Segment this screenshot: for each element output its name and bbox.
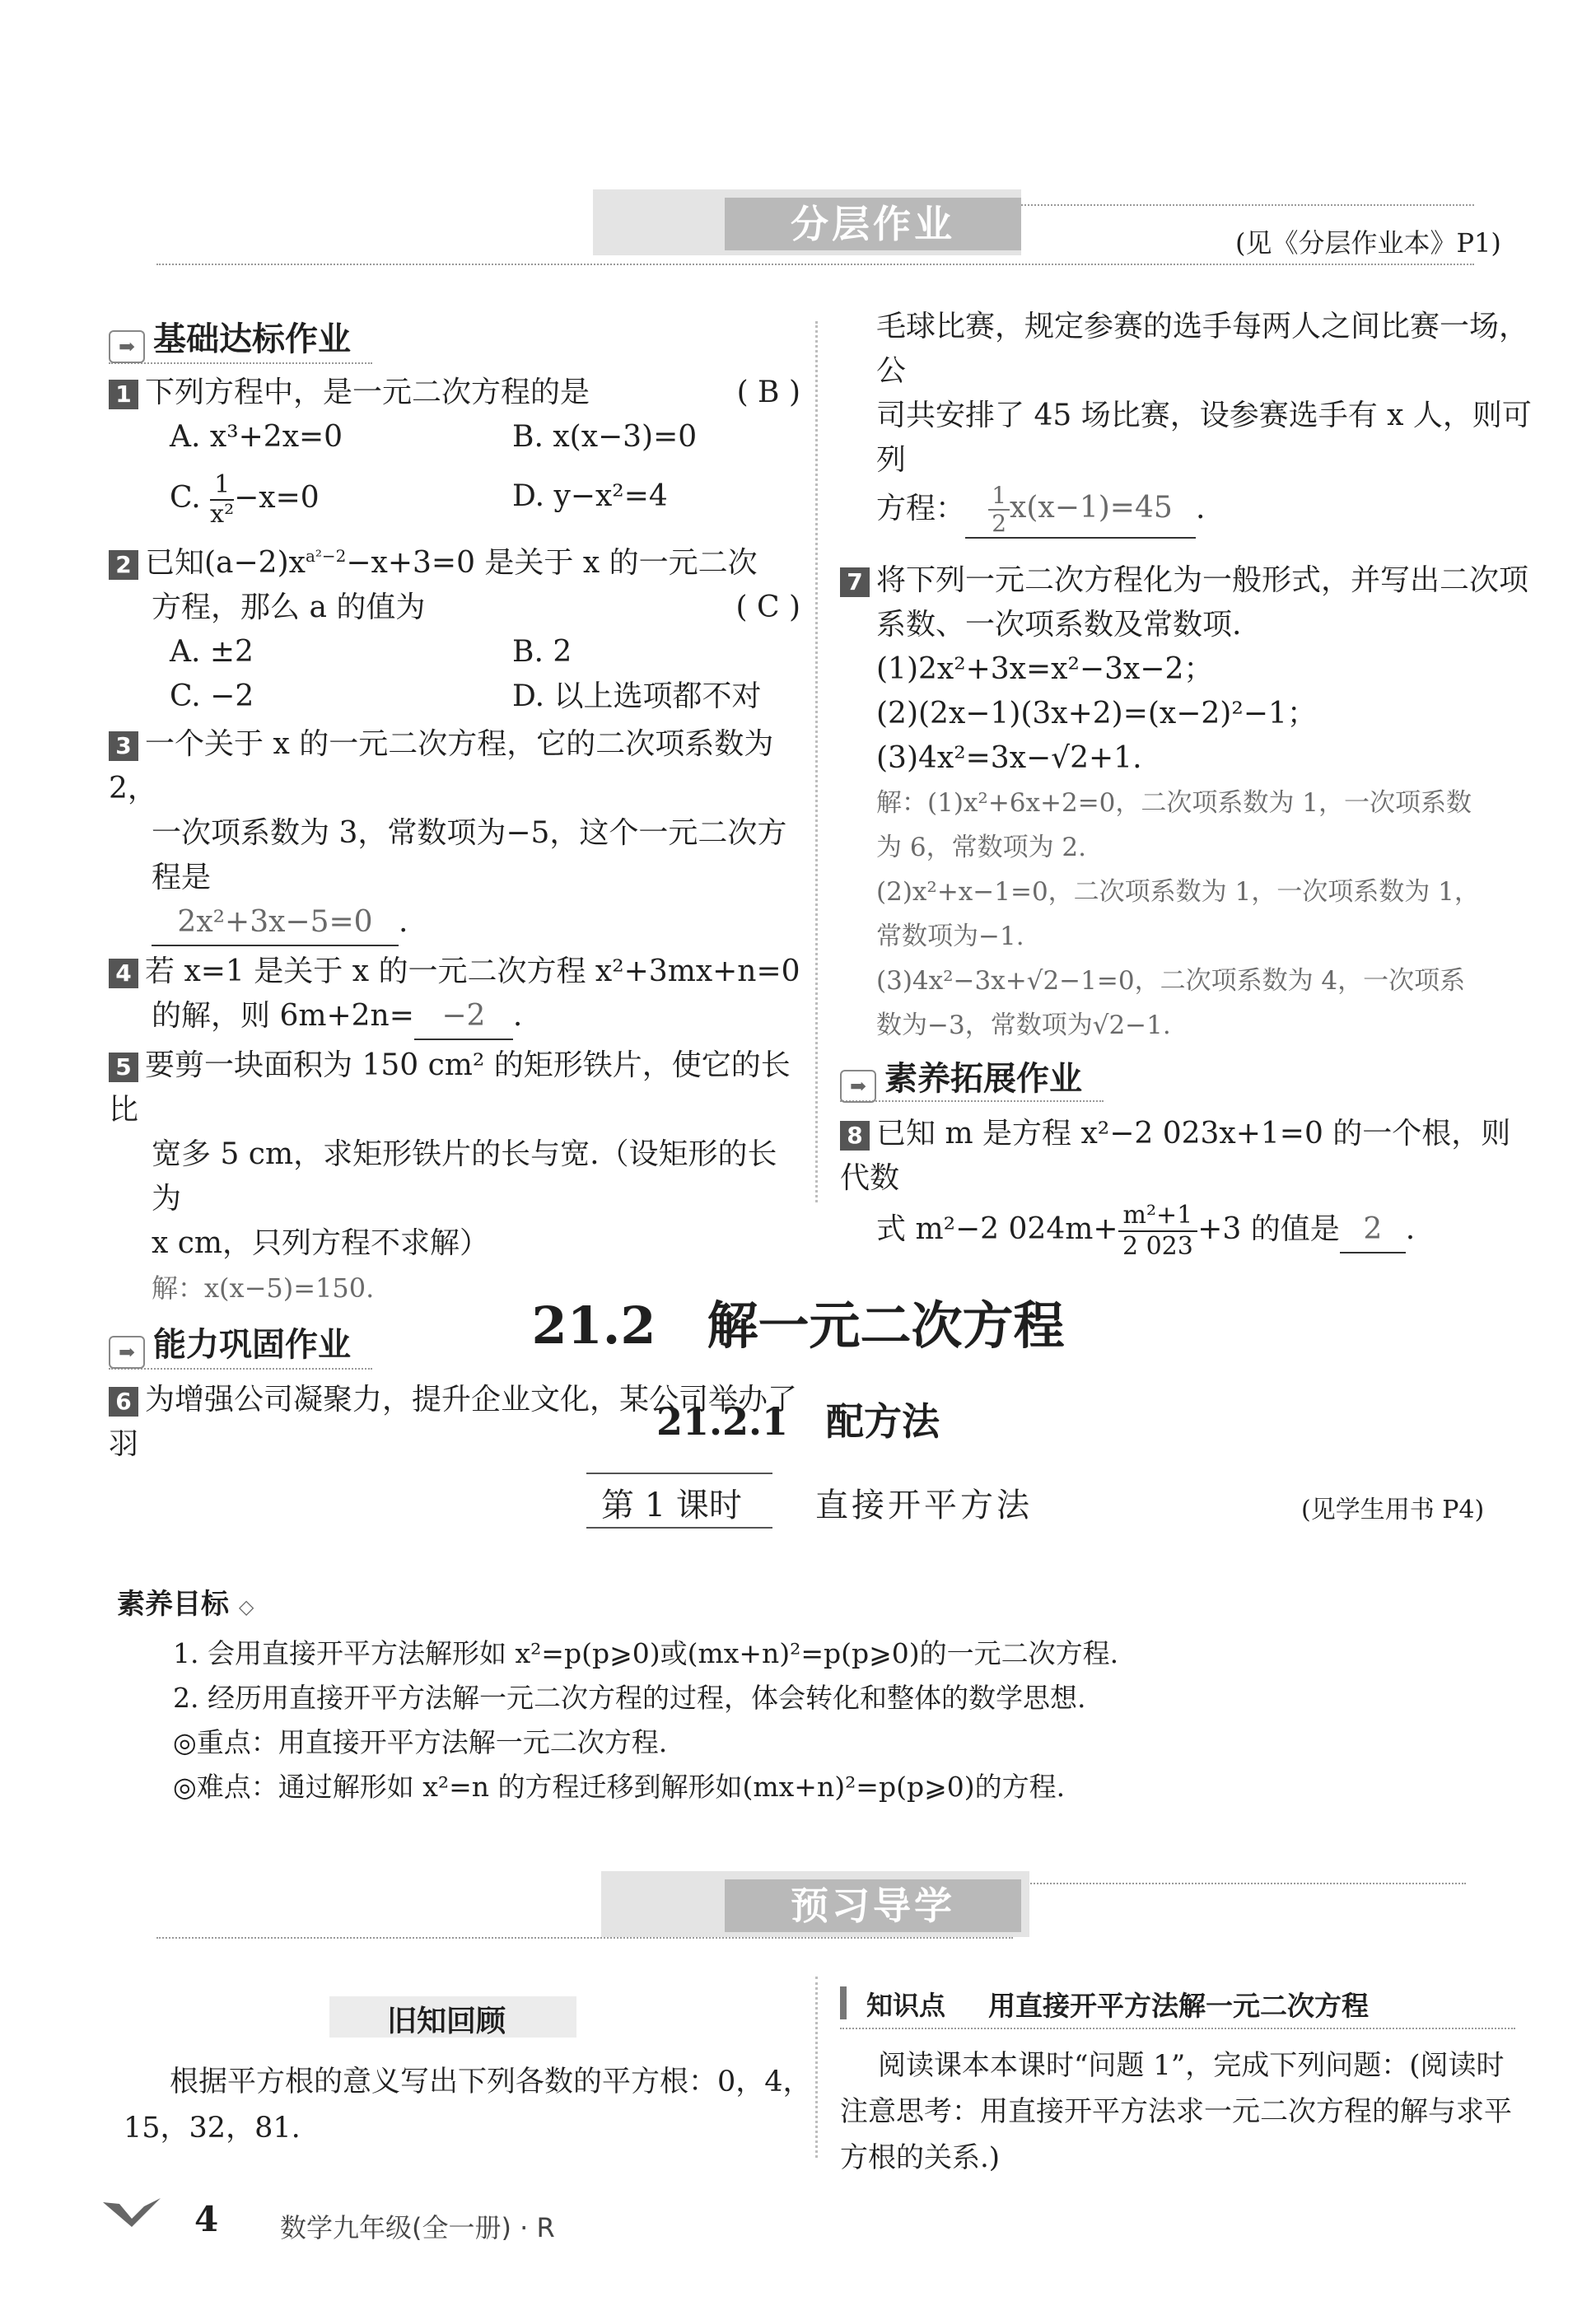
lesson-ref: (见学生用书 P4) xyxy=(1301,1496,1485,1524)
goal-key: ◎重点：用直接开平方法解一元二次方程. xyxy=(173,1726,668,1758)
section-basic-title: 基础达标作业 xyxy=(153,320,351,358)
q6-continued-line1: 毛球比赛，规定参赛的选手每两人之间比赛一场，公 xyxy=(876,310,1529,388)
answer-blank: −2 xyxy=(414,994,513,1040)
option-c-fraction xyxy=(210,471,234,529)
column-divider xyxy=(815,321,818,1202)
fraction-den: 2 xyxy=(992,510,1007,537)
question-number: 2 xyxy=(109,550,138,580)
chapter-title: 21.2 解一元二次方程 xyxy=(531,1295,1065,1356)
exponent: a²−2 xyxy=(305,546,347,566)
goal-1: 1. 会用直接开平方法解形如 x²=p(p⩾0)或(mx+n)²=p(p⩾0)的一元二次方程. xyxy=(173,1637,1119,1669)
option-c-prefix: C. xyxy=(170,481,211,515)
option-c: C. −2 xyxy=(170,679,254,713)
q7-part-2: (2)(2x−1)(3x+2)=(x−2)²−1； xyxy=(876,697,1317,731)
solution-3a: (3)4x²−3x+√2−1=0，二次项系数为 4，一次项系 xyxy=(876,966,1466,996)
question-text: 已知(a−2)x xyxy=(145,546,306,580)
kp-label: 知识点 xyxy=(866,1990,946,2021)
header-dotline-bottom xyxy=(156,264,1474,265)
kp-line3: 方根的关系.) xyxy=(840,2141,1001,2174)
question-1 xyxy=(109,371,800,415)
q2-options-row1 xyxy=(109,630,800,675)
solution-3b: 数为−3，常数项为√2−1. xyxy=(876,1011,1171,1040)
period: . xyxy=(1196,492,1206,525)
goals-title-text: 素养目标 xyxy=(117,1588,229,1621)
question-number: 5 xyxy=(109,1053,138,1082)
question-2 xyxy=(109,534,800,586)
question-text: 若 x=1 是关于 x 的一元二次方程 x²+3mx+n=0 xyxy=(145,955,800,988)
answer-blank: 2x²+3x−5=0 xyxy=(152,900,399,946)
answer-fraction xyxy=(988,483,1010,537)
question-3 xyxy=(109,722,800,811)
question-number: 1 xyxy=(109,380,138,409)
solution-1a: 解：(1)x²+6x+2=0，二次项系数为 1，一次项系数 xyxy=(876,788,1472,818)
solution-2a: (2)x²+x−1=0，二次项系数为 1，一次项系数为 1， xyxy=(876,877,1480,907)
question-text: 为增强公司凝聚力，提升企业文化，某公司举办了羽 xyxy=(109,1383,798,1461)
question-8 xyxy=(840,1112,1532,1201)
question-text: 将下列一元二次方程化为一般形式，并写出二次项 xyxy=(876,563,1529,597)
question-text-line2: 宽多 5 cm，求矩形铁片的长与宽.（设矩形的长为 xyxy=(152,1137,777,1216)
goal-2: 2. 经历用直接开平方法解一元二次方程的过程，体会转化和整体的数学思想. xyxy=(173,1682,1086,1714)
review-line2: 15，32，81. xyxy=(124,2112,301,2145)
goals-title xyxy=(117,1581,254,1622)
question-text: 要剪一块面积为 150 cm² 的矩形铁片，使它的长比 xyxy=(109,1048,791,1127)
lesson-label: 第 1 课时 xyxy=(601,1487,742,1524)
period: . xyxy=(399,905,408,939)
right-column xyxy=(840,305,1532,1275)
option-d: D. y−x²=4 xyxy=(512,479,668,513)
option-a: A. ±2 xyxy=(170,635,254,669)
question-text: 下列方程中，是一元二次方程的是 xyxy=(145,376,590,409)
q6-answer-line xyxy=(840,483,1532,552)
question-4 xyxy=(109,950,800,994)
section-extend-header xyxy=(840,1053,1104,1102)
question-text: 方程： xyxy=(876,492,966,525)
footer-logo-icon xyxy=(99,2194,165,2235)
solution-2b: 常数项为−1. xyxy=(876,922,1024,951)
question-answer: ( C ) xyxy=(735,591,800,624)
q4-answer-line xyxy=(109,994,800,1040)
question-number: 7 xyxy=(840,567,870,597)
goal-difficulty: ◎难点：通过解形如 x²=n 的方程迁移到解形如(mx+n)²=p(p⩾0)的方程. xyxy=(173,1771,1066,1803)
section-extend-title: 素养拓展作业 xyxy=(884,1060,1082,1098)
option-d: D. 以上选项都不对 xyxy=(512,679,762,713)
period: . xyxy=(512,999,523,1033)
option-b: B. x(x−3)=0 xyxy=(512,420,698,454)
question-text-line3: x cm，只列方程不求解） xyxy=(152,1226,490,1260)
kp-title: 用直接开平方法解一元二次方程 xyxy=(988,1990,1369,2022)
fraction-num: m²+1 xyxy=(1118,1201,1198,1232)
preview-dotline-bottom xyxy=(156,1937,1013,1939)
lesson-topic: 直接开平方法 xyxy=(815,1487,1033,1524)
q7-part-3: (3)4x²=3x−√2+1. xyxy=(876,741,1142,775)
answer-blank: 2 xyxy=(1340,1207,1406,1253)
option-c xyxy=(170,471,320,529)
question-text-cont: −x+3=0 是关于 x 的一元二次 xyxy=(346,546,758,580)
fraction-num: 1 xyxy=(210,471,234,501)
header-ref: (见《分层作业本》P1) xyxy=(1235,227,1501,259)
section-title: 21.2.1 配方法 xyxy=(656,1399,940,1444)
question-text: 一个关于 x 的一元二次方程，它的二次项系数为 2， xyxy=(109,727,774,805)
question-number: 4 xyxy=(109,959,138,988)
hand-icon: ➡ xyxy=(109,1336,145,1369)
option-c-post: −x=0 xyxy=(234,481,320,515)
question-text-post: +3 的值是 xyxy=(1197,1212,1340,1246)
preview-banner-title: 预习导学 xyxy=(725,1879,1021,1932)
question-text-line2: 系数、一次项系数及常数项. xyxy=(876,608,1242,642)
fraction-num: 1 xyxy=(988,483,1010,511)
q1-options-row1 xyxy=(109,415,800,460)
section-ability-title: 能力巩固作业 xyxy=(153,1326,351,1364)
question-text-line2: 一次项系数为 3，常数项为−5，这个一元二次方程是 xyxy=(152,816,787,894)
question-text: 式 m²−2 024m+ xyxy=(876,1212,1118,1246)
question-answer: ( B ) xyxy=(736,376,800,409)
preview-column-divider xyxy=(815,1977,818,2158)
option-b: B. 2 xyxy=(512,635,572,669)
solution-text: 解：x(x−5)=150. xyxy=(152,1272,375,1304)
section-basic-header xyxy=(109,313,372,364)
kp-marker xyxy=(840,1986,847,2019)
q8-fraction xyxy=(1118,1201,1198,1262)
review-title: 旧知回顾 xyxy=(387,2005,506,2038)
question-5 xyxy=(109,1043,800,1132)
kp-line2: 注意思考：用直接开平方法求一元二次方程的解与求平 xyxy=(840,2095,1512,2128)
answer-blank xyxy=(965,483,1196,539)
kp-line1: 阅读课本本课时“问题 1”，完成下列问题：(阅读时 xyxy=(878,2049,1505,2082)
question-number: 3 xyxy=(109,731,138,761)
kp-dotline xyxy=(840,2028,1515,2029)
q7-part-1: (1)2x²+3x=x²−3x−2； xyxy=(876,652,1214,686)
question-text: 已知 m 是方程 x²−2 023x+1=0 的一个根，则代数 xyxy=(840,1117,1511,1195)
fraction-den: 2 023 xyxy=(1122,1232,1193,1261)
question-7 xyxy=(840,558,1532,603)
q3-answer-line xyxy=(109,900,800,946)
q2-line2 xyxy=(109,586,800,630)
diamond-icon: ◇ xyxy=(238,1595,254,1618)
question-number: 8 xyxy=(840,1121,870,1151)
question-text: 方程，那么 a 的值为 xyxy=(152,591,426,624)
q2-options-row2 xyxy=(109,675,800,719)
question-number: 6 xyxy=(109,1387,138,1417)
period: . xyxy=(1405,1212,1416,1246)
solution-1b: 为 6，常数项为 2. xyxy=(876,833,1087,862)
review-line1: 根据平方根的意义写出下列各数的平方根：0，4， xyxy=(170,2066,812,2098)
fraction-den: x² xyxy=(210,500,235,529)
q1-options-row2 xyxy=(109,460,800,529)
answer-text: x(x−1)=45 xyxy=(1010,491,1173,525)
hand-icon: ➡ xyxy=(840,1070,876,1103)
hand-icon: ➡ xyxy=(109,330,145,363)
q6-continued-line2: 司共安排了 45 场比赛，设参赛选手有 x 人，则可列 xyxy=(876,399,1532,477)
question-text: 的解，则 6m+2n= xyxy=(152,999,414,1033)
page-number: 4 xyxy=(194,2199,219,2239)
banner-title: 分层作业 xyxy=(725,198,1021,250)
q8-line2 xyxy=(840,1201,1532,1275)
option-a: A. x³+2x=0 xyxy=(170,420,343,454)
footer-book: 数学九年级(全一册) · R xyxy=(280,2212,555,2243)
